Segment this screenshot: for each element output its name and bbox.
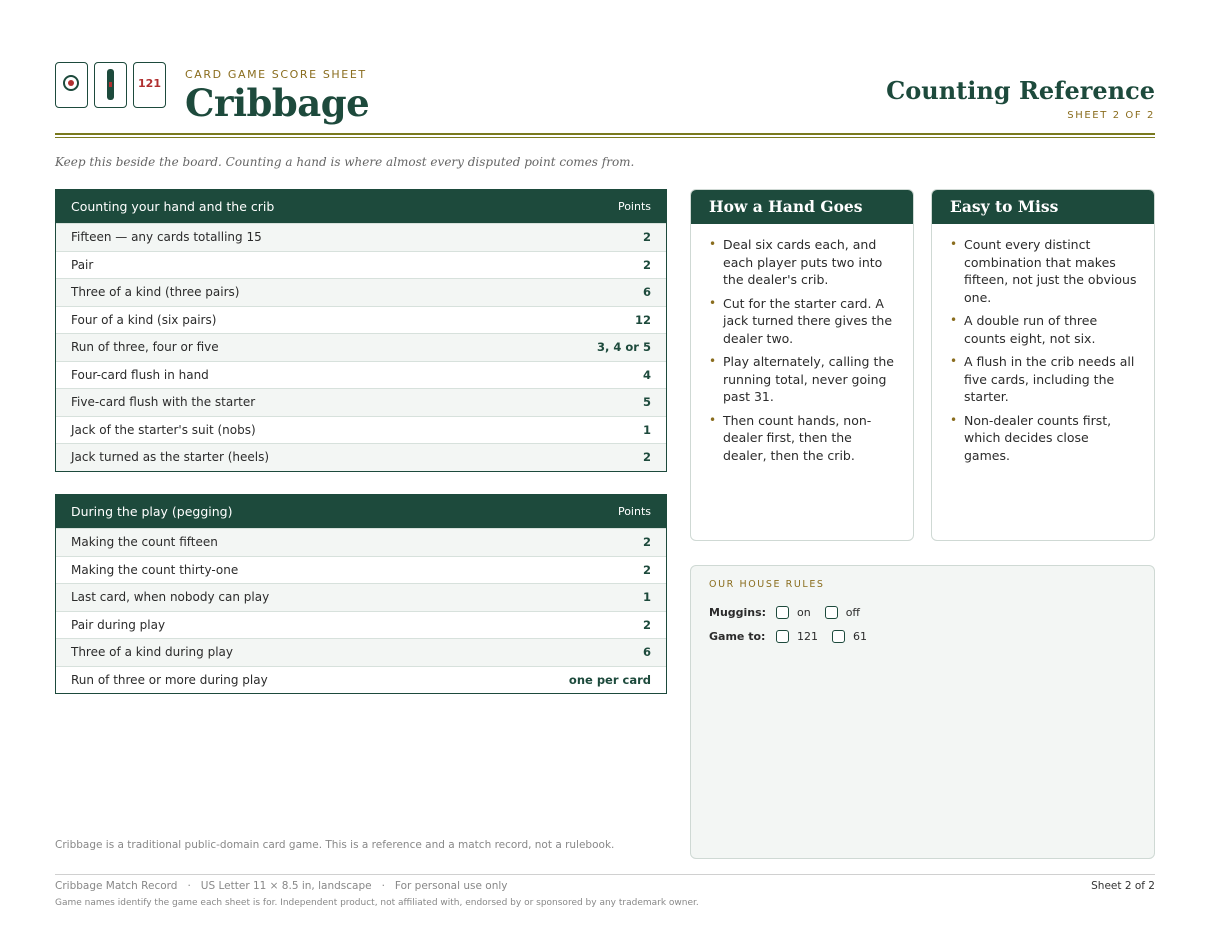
pegging-scoring-table <box>55 494 667 694</box>
row-points: 3, 4 or 5 <box>597 340 651 355</box>
house-rules-panel <box>690 565 1155 859</box>
row-points: 2 <box>642 535 651 550</box>
table-row <box>56 416 666 444</box>
table-row <box>56 638 666 666</box>
option-label: 121 <box>797 629 818 643</box>
table-row <box>56 278 666 306</box>
score-121-icon <box>133 62 166 108</box>
row-points: 5 <box>642 395 651 410</box>
game-to-label: Game to: <box>709 629 766 643</box>
points-heading: Points <box>617 505 651 518</box>
table-row <box>56 528 666 556</box>
page-header <box>55 62 1155 128</box>
sheet-number: SHEET 2 OF 2 <box>1067 110 1155 121</box>
row-label: Last card, when nobody can play <box>71 590 270 605</box>
muggins-label: Muggins: <box>709 605 767 619</box>
header-icons <box>55 62 166 108</box>
list-item: • A flush in the crib needs all five cards, including the starter. <box>950 353 1138 406</box>
row-label: Run of three or more during play <box>71 672 268 687</box>
table-row <box>56 388 666 416</box>
option-label: 61 <box>853 629 867 643</box>
list-item: • Count every distinct combination that makes fifteen, not just the obvious one. <box>950 236 1138 306</box>
row-points: 6 <box>642 645 651 660</box>
list-item: • Cut for the starter card. A jack turned there gives the dealer two. <box>709 295 897 348</box>
game-121-checkbox[interactable] <box>776 630 789 643</box>
game-121-option[interactable] <box>776 630 818 643</box>
row-label: Pair during play <box>71 617 166 632</box>
muggins-off-option[interactable] <box>825 606 860 619</box>
muggins-off-checkbox[interactable] <box>825 606 838 619</box>
list-item: • Play alternately, calling the running total, never going past 31. <box>709 353 897 406</box>
row-points: 6 <box>642 285 651 300</box>
list-item: • A double run of three counts eight, not six. <box>950 312 1138 347</box>
row-points: 1 <box>642 590 651 605</box>
points-heading: Points <box>617 200 651 213</box>
row-label: Four of a kind (six pairs) <box>71 312 217 327</box>
sheet-kicker: CARD GAME SCORE SHEET <box>185 68 367 81</box>
table-row <box>56 306 666 334</box>
option-label: on <box>797 605 811 619</box>
list-item: • Deal six cards each, and each player puts two into the dealer's crib. <box>709 236 897 289</box>
row-label: Making the count thirty-one <box>71 562 239 577</box>
table-row <box>56 333 666 361</box>
row-points: one per card <box>568 672 651 687</box>
table-header <box>56 190 666 223</box>
game-61-checkbox[interactable] <box>832 630 845 643</box>
table-row <box>56 556 666 584</box>
muggins-on-option[interactable] <box>776 606 811 619</box>
row-points: 4 <box>642 367 651 382</box>
row-points: 12 <box>634 312 651 327</box>
table-heading: During the play (pegging) <box>71 504 233 519</box>
row-points: 2 <box>642 562 651 577</box>
table-row <box>56 666 666 694</box>
row-label: Making the count fifteen <box>71 535 218 550</box>
table-row <box>56 251 666 279</box>
footer-page-number: Sheet 2 of 2 <box>1091 880 1155 892</box>
row-label: Pair <box>71 257 94 272</box>
house-rules-heading: OUR HOUSE RULES <box>709 579 825 590</box>
target-icon <box>55 62 88 108</box>
page-title: Cribbage <box>185 81 370 125</box>
icon-number: 121 <box>138 77 161 90</box>
card-title: Easy to Miss <box>932 190 1154 224</box>
cribbage-board-icon <box>94 62 127 108</box>
row-label: Jack turned as the starter (heels) <box>71 450 270 465</box>
game-to-row <box>709 624 1136 648</box>
option-label: off <box>845 605 861 619</box>
row-points: 2 <box>642 450 651 465</box>
row-label: Three of a kind (three pairs) <box>71 285 240 300</box>
easy-to-miss-card <box>931 189 1155 541</box>
header-rule <box>55 133 1155 135</box>
row-label: Fifteen — any cards totalling 15 <box>71 230 262 245</box>
row-label: Five-card flush with the starter <box>71 395 256 410</box>
hand-scoring-table <box>55 189 667 472</box>
card-title: How a Hand Goes <box>691 190 913 224</box>
table-row <box>56 223 666 251</box>
table-heading: Counting your hand and the crib <box>71 199 275 214</box>
list-item: • Non-dealer counts first, which decides close games. <box>950 412 1138 465</box>
row-points: 2 <box>642 257 651 272</box>
reference-title: Counting Reference <box>886 76 1155 105</box>
list-item: • Then count hands, non-dealer first, then the dealer, then the crib. <box>709 412 897 465</box>
how-a-hand-goes-card <box>690 189 914 541</box>
card-list <box>932 224 1154 464</box>
header-rule-thin <box>55 137 1155 138</box>
game-61-option[interactable] <box>832 630 867 643</box>
table-row <box>56 443 666 471</box>
row-label: Four-card flush in hand <box>71 367 209 382</box>
muggins-on-checkbox[interactable] <box>776 606 789 619</box>
table-header <box>56 495 666 528</box>
row-points: 1 <box>642 422 651 437</box>
footer-rule <box>55 874 1155 875</box>
row-label: Run of three, four or five <box>71 340 219 355</box>
muggins-row <box>709 600 1136 624</box>
table-row <box>56 361 666 389</box>
row-points: 2 <box>642 230 651 245</box>
trademark-disclaimer: Game names identify the game each sheet is for. Independent product, not affiliated with, endorsed by or sponsored by any trademark owner. <box>55 898 699 908</box>
table-body <box>56 223 666 471</box>
row-points: 2 <box>642 617 651 632</box>
footer-info: Cribbage Match Record · US Letter 11 × 8.5 in, landscape · For personal use only <box>55 880 508 892</box>
table-row <box>56 611 666 639</box>
public-domain-note: Cribbage is a traditional public-domain card game. This is a reference and a match record, not a rulebook. <box>55 839 615 851</box>
intro-text: Keep this beside the board. Counting a hand is where almost every disputed point comes from. <box>55 155 635 169</box>
table-body <box>56 528 666 693</box>
row-label: Jack of the starter's suit (nobs) <box>71 422 256 437</box>
row-label: Three of a kind during play <box>71 645 233 660</box>
table-row <box>56 583 666 611</box>
card-list <box>691 224 913 464</box>
